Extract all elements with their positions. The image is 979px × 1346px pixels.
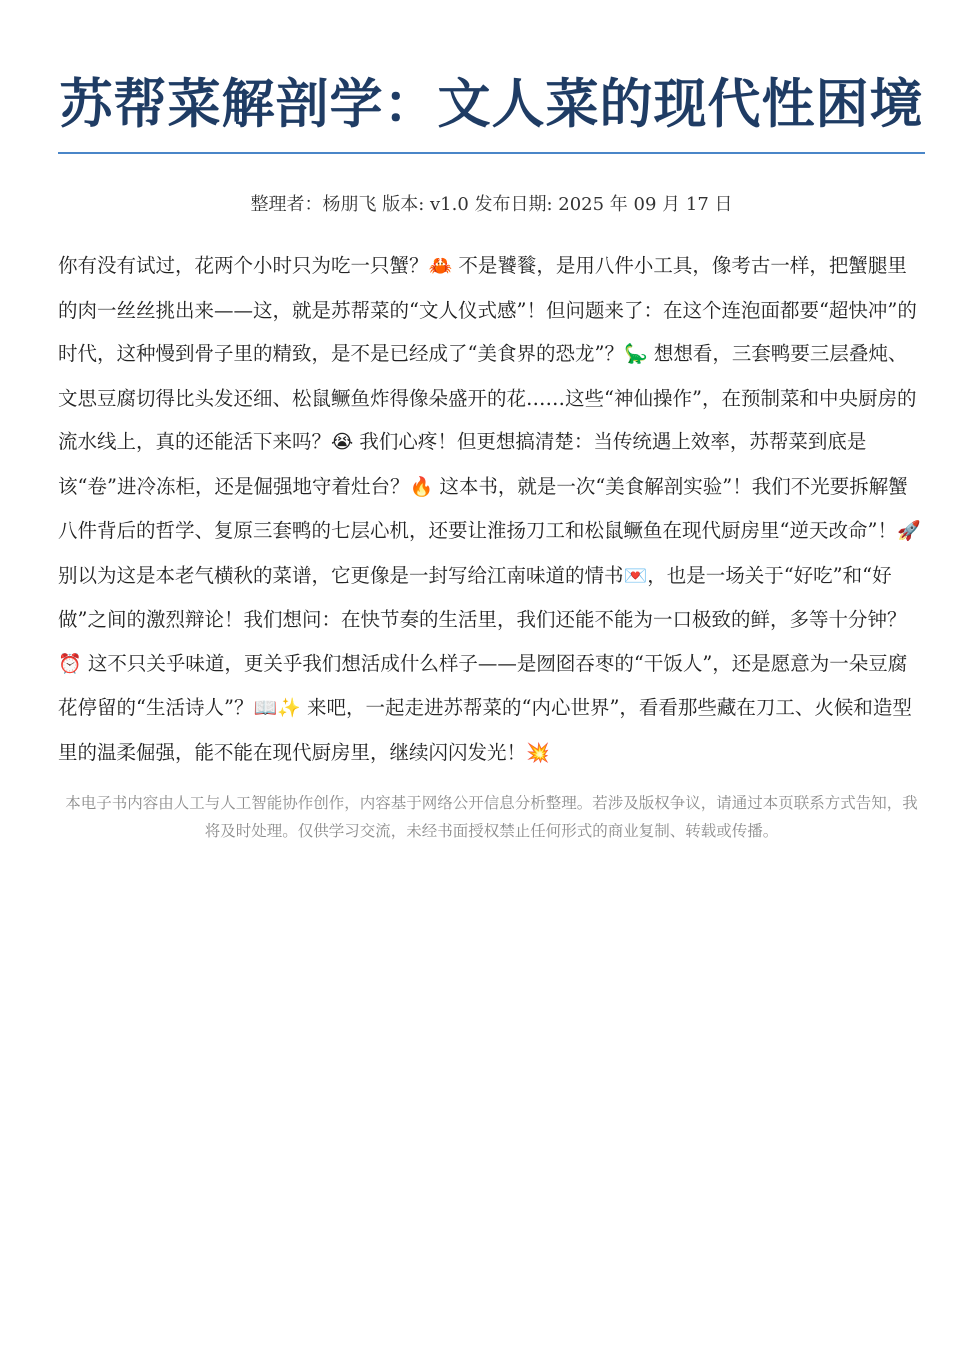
body-text-segment: 来吧，一起走进苏帮菜的“内心世界”，看看那些藏在刀工、火候和造型里的温柔倔强，能不能在现代厨房里，继续闪闪发光！ <box>58 696 912 764</box>
dinosaur-emoji-icon: 🦕 <box>623 343 648 365</box>
body-text-segment: 别以为这是本老气横秋的菜谱，它更像是一封写给江南味道的情书 <box>58 563 624 587</box>
body-text-segment: ，也是一场关于“好吃”和“好做”之间的激烈辩论！我们想问：在快节奏的生活里，我们还能不能为一口极致的鲜，多等十分钟？ <box>58 563 907 631</box>
body-text-segment: 你有没有试过，花两个小时只为吃一只蟹？ <box>58 254 429 277</box>
document-title: 苏帮菜解剖学：文人菜的现代性困境 <box>59 74 924 135</box>
collision-emoji-icon: 💥 <box>526 741 550 764</box>
alarm-clock-emoji-icon: ⏰ <box>58 652 82 675</box>
book-sparkles-emoji-icon: 📖✨ <box>253 697 301 719</box>
fire-emoji-icon: 🔥 <box>409 475 434 498</box>
body-text-segment: 想想看，三套鸭要三层叠炖、文思豆腐切得比头发还细、松鼠鳜鱼炸得像朵盛开的花……这些“神仙操作”，在预制菜和中央厨房的流水线上，真的还能活下来吗？ <box>58 342 917 453</box>
body-text-segment: 这本书，就是一次“美食解剖实验”！我们不光要拆解蟹八件背后的哲学、复原三套鸭的七层心机，还要让淮扬刀工和松鼠鳜鱼在现代厨房里“逆天改命”！ <box>58 474 908 542</box>
intro-paragraph <box>58 244 925 775</box>
document-meta: 整理者：杨朋飞 版本: v1.0 发布日期: 2025 年 09 月 17 日 <box>250 194 733 215</box>
crying-face-emoji-icon: 😭 <box>331 431 354 453</box>
body-text-segment: 这不只关乎味道，更关乎我们想活成什么样子——是囫囵吞枣的“干饭人”，还是愿意为一朵豆腐花停留的“生活诗人”？ <box>58 651 908 719</box>
body-text-segment: 不是饕餮，是用八件小工具，像考古一样，把蟹腿里的肉一丝丝挑出来——这，就是苏帮菜的“文人仪式感”！但问题来了：在这个连泡面都要“超快冲”的时代，这种慢到骨子里的精致，是不是已经成了“美食界的恐龙”？ <box>58 254 917 365</box>
love-letter-emoji-icon: 💌 <box>623 564 648 587</box>
body-text-segment: 我们心疼！但更想搞清楚：当传统遇上效率，苏帮菜到底是该“卷”进冷冻柜，还是倔强地守着灶台？ <box>58 430 867 498</box>
title-divider <box>58 152 925 154</box>
rocket-emoji-icon: 🚀 <box>896 520 921 542</box>
copyright-notice: 本电子书内容由人工与人工智能协作创作，内容基于网络公开信息分析整理。若涉及版权争议，请通过本页联系方式告知，我将及时处理。仅供学习交流，未经书面授权禁止任何形式的商业复制、转载或传播。 <box>65 794 918 840</box>
crab-emoji-icon: 🦀 <box>428 255 453 277</box>
